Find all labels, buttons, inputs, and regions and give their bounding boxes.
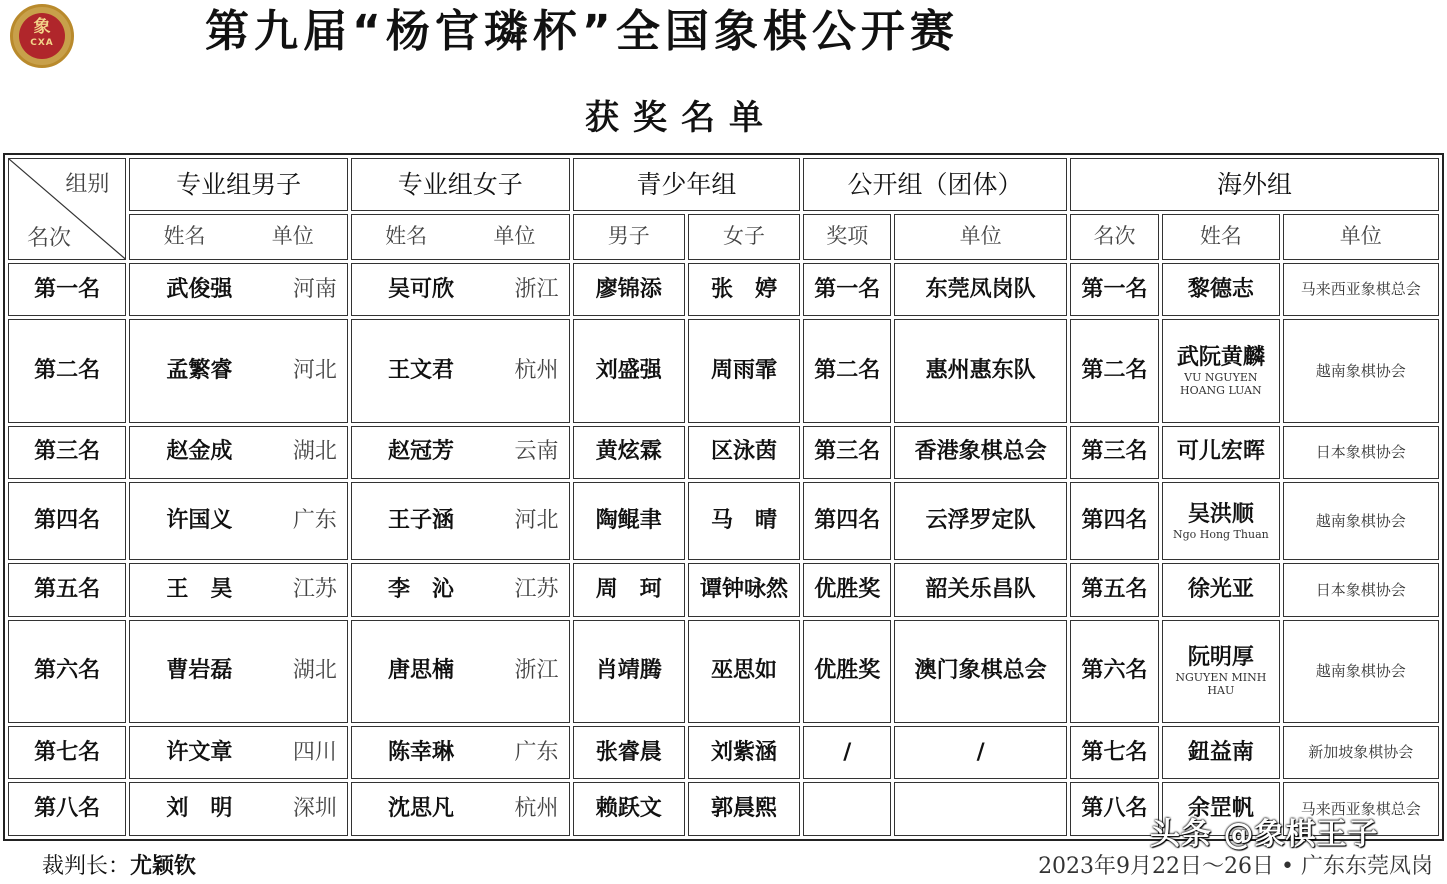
table-row (8, 319, 1439, 422)
youth-boy-cell: 肖靖腾 (573, 620, 685, 723)
referee-name: 尤颖钦 (130, 854, 197, 879)
overseas-rank-cell: 第二名 (1070, 319, 1159, 422)
sub-header-row (8, 214, 1439, 260)
youth-girl-cell: 周雨霏 (688, 319, 800, 422)
open-unit-cell: 香港象棋总会 (894, 426, 1067, 479)
player-unit: 湖北 (292, 658, 337, 684)
overseas-player-name: 余罡帆 (1187, 796, 1254, 822)
pro-women-cell (351, 563, 570, 616)
player-unit: 河南 (292, 276, 337, 302)
overseas-unit-cell: 马来西亚象棋总会 (1283, 782, 1440, 836)
player-name: 曹岩磊 (166, 658, 233, 684)
overseas-player-name: 鈕益南 (1187, 739, 1254, 765)
youth-boy-cell: 黄炫霖 (573, 426, 685, 479)
watermark: 头条 @象棋王子 (1150, 817, 1379, 852)
overseas-player-name: 黎德志 (1187, 276, 1254, 302)
player-name: 刘 明 (166, 796, 233, 822)
sub-header-overseas-name: 姓名 (1162, 214, 1279, 260)
player-unit: 江苏 (514, 577, 559, 603)
overseas-rank-cell: 第四名 (1070, 482, 1159, 560)
overseas-player-name: 徐光亚 (1187, 577, 1254, 603)
overseas-name-cell (1162, 563, 1279, 616)
overseas-player-roman: VU NGUYEN HOANG LUAN (1180, 371, 1262, 398)
player-unit: 杭州 (514, 357, 559, 383)
player-name: 王文君 (387, 357, 454, 383)
open-award-cell: 第四名 (803, 482, 891, 560)
pro-women-cell (351, 620, 570, 723)
player-unit: 河北 (514, 508, 559, 534)
youth-boy-cell: 周 珂 (573, 563, 685, 616)
rank-cell: 第一名 (8, 263, 126, 316)
player-unit: 广东 (514, 739, 559, 765)
group-open-team: 公开组（团体） (803, 158, 1067, 211)
overseas-name-cell (1162, 319, 1279, 422)
open-award-cell (803, 782, 891, 836)
open-award-cell: 第一名 (803, 263, 891, 316)
youth-girl-cell: 谭钟咏然 (688, 563, 800, 616)
group-header-row (8, 158, 1439, 211)
overseas-name-cell (1162, 263, 1279, 316)
player-name: 王子涵 (387, 508, 454, 534)
overseas-rank-cell: 第六名 (1070, 620, 1159, 723)
open-unit-cell: 韶关乐昌队 (894, 563, 1067, 616)
overseas-rank-cell: 第一名 (1070, 263, 1159, 316)
group-pro-women: 专业组女子 (351, 158, 570, 211)
player-name: 李 沁 (387, 577, 454, 603)
open-unit-cell: 惠州惠东队 (894, 319, 1067, 422)
player-unit: 深圳 (292, 796, 337, 822)
logo-glyph: 象 (33, 17, 51, 37)
sub-header-overseas-unit: 单位 (1283, 214, 1440, 260)
rank-cell: 第六名 (8, 620, 126, 723)
overseas-name-cell (1162, 426, 1279, 479)
pro-women-cell (351, 782, 570, 836)
youth-girl-cell: 巫思如 (688, 620, 800, 723)
pro-women-cell (351, 263, 570, 316)
page-title: 第九届“杨官璘杯”全国象棋公开赛 (205, 6, 959, 57)
player-name: 吴可欣 (387, 276, 454, 302)
award-table (5, 155, 1442, 839)
overseas-player-name: 阮明厚 (1187, 645, 1254, 671)
open-unit-cell (894, 782, 1067, 836)
table-row (8, 726, 1439, 779)
overseas-unit-cell: 越南象棋协会 (1283, 482, 1440, 560)
overseas-name-cell (1162, 726, 1279, 779)
player-unit: 湖北 (292, 439, 337, 465)
pro-men-cell (129, 319, 348, 422)
sub-header-open-award: 奖项 (803, 214, 891, 260)
open-award-cell: 第二名 (803, 319, 891, 422)
open-award-cell: 优胜奖 (803, 620, 891, 723)
overseas-rank-cell: 第七名 (1070, 726, 1159, 779)
table-row (8, 620, 1439, 723)
award-table-frame (3, 153, 1444, 841)
player-name: 唐思楠 (387, 658, 454, 684)
overseas-player-name: 武阮黄麟 (1176, 345, 1265, 371)
open-unit-cell: 东莞凤岗队 (894, 263, 1067, 316)
player-unit: 云南 (514, 439, 559, 465)
youth-boy-cell: 陶鲲聿 (573, 482, 685, 560)
player-name: 赵金成 (166, 439, 233, 465)
player-name: 沈思凡 (387, 796, 454, 822)
pro-women-cell (351, 726, 570, 779)
sub-header-youth-boys: 男子 (573, 214, 685, 260)
player-name: 孟繁睿 (166, 357, 233, 383)
overseas-unit-cell: 日本象棋协会 (1283, 426, 1440, 479)
pro-men-cell (129, 482, 348, 560)
sub-header-unit: 单位 (271, 224, 314, 249)
referee-line (42, 852, 196, 882)
pro-men-cell (129, 563, 348, 616)
player-unit: 河北 (292, 357, 337, 383)
overseas-rank-cell: 第五名 (1070, 563, 1159, 616)
youth-girl-cell: 张 婷 (688, 263, 800, 316)
youth-girl-cell: 马 晴 (688, 482, 800, 560)
player-unit: 浙江 (514, 276, 559, 302)
overseas-rank-cell: 第三名 (1070, 426, 1159, 479)
player-name: 武俊强 (166, 276, 233, 302)
table-row (8, 426, 1439, 479)
pro-men-cell (129, 620, 348, 723)
rank-cell: 第二名 (8, 319, 126, 422)
group-youth: 青少年组 (573, 158, 801, 211)
pro-women-cell (351, 426, 570, 479)
pro-women-cell (351, 482, 570, 560)
rank-cell: 第五名 (8, 563, 126, 616)
player-name: 王 昊 (166, 577, 233, 603)
open-unit-cell: 云浮罗定队 (894, 482, 1067, 560)
pro-men-cell (129, 263, 348, 316)
rank-cell: 第四名 (8, 482, 126, 560)
youth-boy-cell: 赖跃文 (573, 782, 685, 836)
overseas-name-cell (1162, 482, 1279, 560)
sub-header-unit: 单位 (493, 224, 536, 249)
pro-women-cell (351, 319, 570, 422)
pro-men-cell (129, 782, 348, 836)
logo-emblem (19, 13, 65, 59)
sub-header-name: 姓名 (163, 224, 206, 249)
sub-header-overseas-rank: 名次 (1070, 214, 1159, 260)
overseas-player-name: 可儿宏晖 (1176, 439, 1265, 465)
table-row (8, 482, 1439, 560)
overseas-player-roman: Ngo Hong Thuan (1172, 527, 1269, 541)
corner-header-cell (8, 158, 126, 260)
youth-girl-cell: 区泳茵 (688, 426, 800, 479)
player-unit: 杭州 (514, 796, 559, 822)
corner-group-label: 组别 (65, 172, 110, 197)
open-award-cell: 优胜奖 (803, 563, 891, 616)
player-unit: 四川 (292, 739, 337, 765)
sub-header-youth-girls: 女子 (688, 214, 800, 260)
table-row (8, 563, 1439, 616)
overseas-name-cell (1162, 620, 1279, 723)
overseas-player-name: 吴洪顺 (1187, 501, 1254, 527)
player-name: 赵冠芳 (387, 439, 454, 465)
logo-text: CXA (30, 38, 54, 48)
player-unit: 广东 (292, 508, 337, 534)
pro-men-cell (129, 426, 348, 479)
page-subtitle: 获奖名单 (585, 98, 777, 138)
open-award-cell: 第三名 (803, 426, 891, 479)
rank-cell: 第八名 (8, 782, 126, 836)
sub-header-open-unit: 单位 (894, 214, 1067, 260)
player-name: 许国义 (166, 508, 233, 534)
rank-cell: 第三名 (8, 426, 126, 479)
overseas-unit-cell: 越南象棋协会 (1283, 620, 1440, 723)
player-name: 许文章 (166, 739, 233, 765)
group-overseas: 海外组 (1070, 158, 1439, 211)
open-unit-cell: 澳门象棋总会 (894, 620, 1067, 723)
overseas-player-roman: NGUYEN MINH HAU (1175, 671, 1267, 698)
youth-boy-cell: 刘盛强 (573, 319, 685, 422)
youth-girl-cell: 刘紫涵 (688, 726, 800, 779)
overseas-rank-cell: 第八名 (1070, 782, 1159, 836)
player-name: 陈幸琳 (387, 739, 454, 765)
open-unit-cell: / (894, 726, 1067, 779)
sub-header-name: 姓名 (385, 224, 428, 249)
overseas-unit-cell: 马来西亚象棋总会 (1283, 263, 1440, 316)
youth-boy-cell: 张睿晨 (573, 726, 685, 779)
youth-boy-cell: 廖锦添 (573, 263, 685, 316)
table-row (8, 263, 1439, 316)
sub-header-pro-women (351, 214, 570, 260)
player-unit: 江苏 (292, 577, 337, 603)
group-pro-men: 专业组男子 (129, 158, 348, 211)
overseas-unit-cell: 日本象棋协会 (1283, 563, 1440, 616)
rank-cell: 第七名 (8, 726, 126, 779)
referee-label: 裁判长： (42, 854, 131, 879)
cxa-logo (10, 4, 74, 68)
date-place: 2023年9月22日～26日 • 广东东莞凤岗 (1038, 854, 1433, 879)
sub-header-pro-men (129, 214, 348, 260)
overseas-unit-cell: 越南象棋协会 (1283, 319, 1440, 422)
youth-girl-cell: 郭晨熙 (688, 782, 800, 836)
corner-rank-label: 名次 (27, 225, 72, 251)
pro-men-cell (129, 726, 348, 779)
player-unit: 浙江 (514, 658, 559, 684)
open-award-cell: / (803, 726, 891, 779)
overseas-unit-cell: 新加坡象棋协会 (1283, 726, 1440, 779)
